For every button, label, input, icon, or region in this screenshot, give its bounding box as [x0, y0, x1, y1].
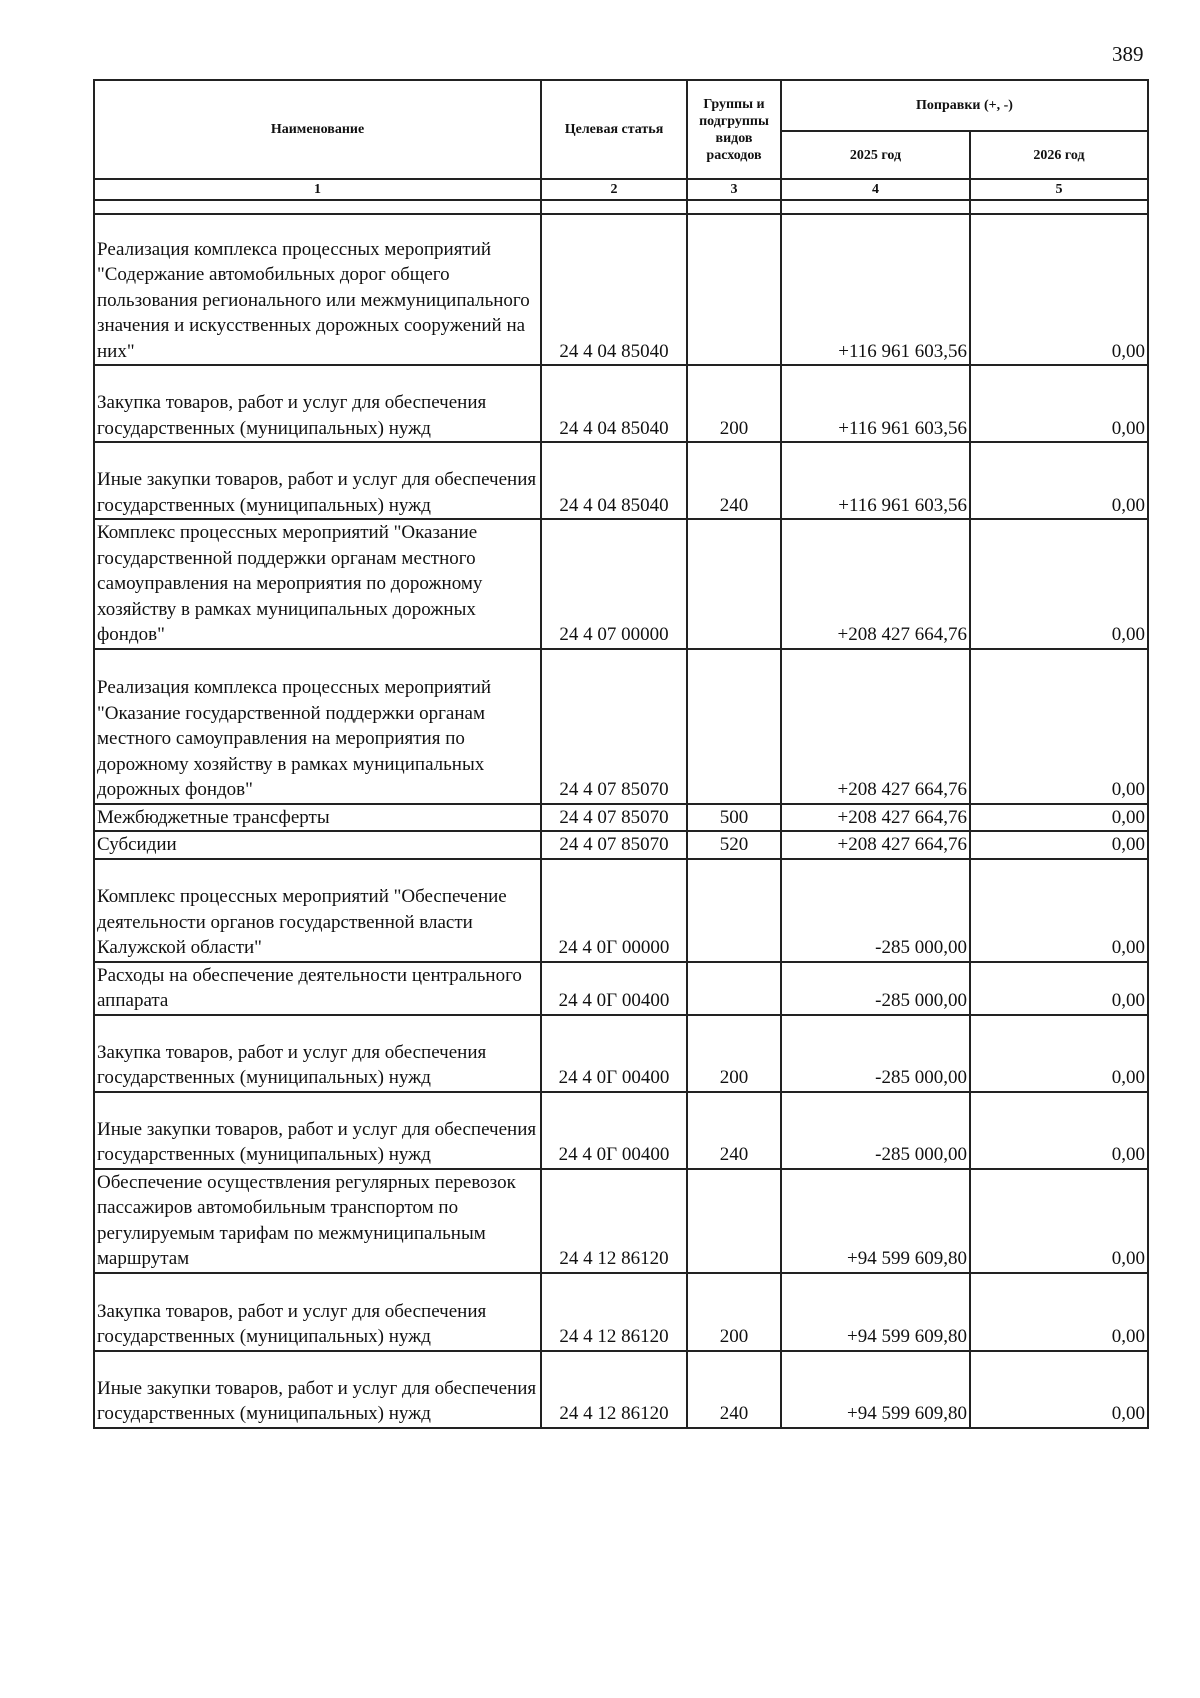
row-target-article: 24 4 07 00000 [541, 519, 687, 649]
row-amount-2025: +208 427 664,76 [781, 831, 970, 859]
row-target-article: 24 4 04 85040 [541, 214, 687, 365]
row-name: Обеспечение осуществления регулярных перевозок пассажиров автомобильным транспортом по регулируемым тарифам по межмуниципальным маршрутам [94, 1169, 541, 1273]
row-name: Комплекс процессных мероприятий "Оказание государственной поддержки органам местного самоуправления на мероприятия по дорожному хозяйству в рамках муниципальных дорожных фондов" [94, 519, 541, 649]
table-row [94, 1169, 1148, 1273]
table-header [94, 80, 1148, 214]
column-number: 5 [970, 179, 1148, 200]
table-row [94, 962, 1148, 1015]
row-amount-2026: 0,00 [970, 365, 1148, 442]
row-name: Закупка товаров, работ и услуг для обеспечения государственных (муниципальных) нужд [94, 365, 541, 442]
row-expense-group: 200 [687, 365, 781, 442]
row-amount-2026: 0,00 [970, 1273, 1148, 1351]
row-amount-2026: 0,00 [970, 1169, 1148, 1273]
row-amount-2025: -285 000,00 [781, 962, 970, 1015]
table-row [94, 214, 1148, 365]
row-amount-2026: 0,00 [970, 442, 1148, 519]
row-target-article: 24 4 07 85070 [541, 804, 687, 832]
table-body [94, 214, 1148, 1428]
row-name: Иные закупки товаров, работ и услуг для обеспечения государственных (муниципальных) нужд [94, 442, 541, 519]
row-name: Реализация комплекса процессных мероприятий "Оказание государственной поддержки органам местного самоуправления на мероприятия по дорожному хозяйству в рамках муниципальных дорожных фондов" [94, 649, 541, 804]
row-name: Закупка товаров, работ и услуг для обеспечения государственных (муниципальных) нужд [94, 1273, 541, 1351]
row-amount-2025: +208 427 664,76 [781, 649, 970, 804]
table-row [94, 649, 1148, 804]
header-spacer-row [94, 200, 1148, 214]
row-expense-group: 520 [687, 831, 781, 859]
row-amount-2026: 0,00 [970, 1015, 1148, 1092]
row-target-article: 24 4 12 86120 [541, 1169, 687, 1273]
column-number: 1 [94, 179, 541, 200]
row-amount-2026: 0,00 [970, 962, 1148, 1015]
table-row [94, 519, 1148, 649]
row-amount-2025: +94 599 609,80 [781, 1351, 970, 1428]
header-year-2026: 2026 год [970, 131, 1148, 179]
table-row [94, 804, 1148, 832]
table-row [94, 859, 1148, 962]
row-amount-2026: 0,00 [970, 1351, 1148, 1428]
table-row [94, 1015, 1148, 1092]
row-expense-group [687, 1169, 781, 1273]
table-row [94, 1092, 1148, 1169]
row-amount-2025: -285 000,00 [781, 859, 970, 962]
row-amount-2026: 0,00 [970, 519, 1148, 649]
table-row [94, 365, 1148, 442]
table-row [94, 831, 1148, 859]
row-expense-group [687, 859, 781, 962]
row-amount-2025: +116 961 603,56 [781, 365, 970, 442]
row-target-article: 24 4 0Г 00400 [541, 1015, 687, 1092]
header-target-article: Целевая статья [541, 80, 687, 179]
row-expense-group [687, 519, 781, 649]
row-amount-2025: +116 961 603,56 [781, 442, 970, 519]
row-expense-group: 500 [687, 804, 781, 832]
row-amount-2026: 0,00 [970, 649, 1148, 804]
row-amount-2025: -285 000,00 [781, 1015, 970, 1092]
header-year-2025: 2025 год [781, 131, 970, 179]
row-amount-2025: +116 961 603,56 [781, 214, 970, 365]
row-target-article: 24 4 12 86120 [541, 1351, 687, 1428]
row-name: Закупка товаров, работ и услуг для обеспечения государственных (муниципальных) нужд [94, 1015, 541, 1092]
row-amount-2025: +208 427 664,76 [781, 804, 970, 832]
row-target-article: 24 4 04 85040 [541, 365, 687, 442]
row-expense-group: 240 [687, 442, 781, 519]
header-name: Наименование [94, 80, 541, 179]
row-amount-2025: +94 599 609,80 [781, 1169, 970, 1273]
column-number: 3 [687, 179, 781, 200]
header-expense-groups: Группы и подгруппы видов расходов [687, 80, 781, 179]
row-amount-2026: 0,00 [970, 859, 1148, 962]
row-target-article: 24 4 0Г 00400 [541, 1092, 687, 1169]
header-amendments: Поправки (+, -) [781, 80, 1148, 131]
column-number-row [94, 179, 1148, 200]
row-expense-group [687, 649, 781, 804]
row-expense-group: 240 [687, 1351, 781, 1428]
page-number: 389 [1112, 42, 1144, 66]
row-target-article: 24 4 07 85070 [541, 649, 687, 804]
row-target-article: 24 4 0Г 00000 [541, 859, 687, 962]
row-amount-2026: 0,00 [970, 1092, 1148, 1169]
table-row [94, 1273, 1148, 1351]
row-name: Иные закупки товаров, работ и услуг для обеспечения государственных (муниципальных) нужд [94, 1351, 541, 1428]
row-expense-group: 200 [687, 1015, 781, 1092]
row-amount-2025: +208 427 664,76 [781, 519, 970, 649]
row-target-article: 24 4 04 85040 [541, 442, 687, 519]
budget-amendments-table [93, 79, 1149, 1429]
column-number: 4 [781, 179, 970, 200]
row-name: Реализация комплекса процессных мероприятий "Содержание автомобильных дорог общего пользования регионального или межмуниципального значения и искусственных дорожных сооружений на них" [94, 214, 541, 365]
row-expense-group [687, 962, 781, 1015]
row-expense-group: 240 [687, 1092, 781, 1169]
row-expense-group: 200 [687, 1273, 781, 1351]
table-row [94, 442, 1148, 519]
row-amount-2025: -285 000,00 [781, 1092, 970, 1169]
row-amount-2026: 0,00 [970, 831, 1148, 859]
row-target-article: 24 4 0Г 00400 [541, 962, 687, 1015]
row-name: Межбюджетные трансферты [94, 804, 541, 832]
column-number: 2 [541, 179, 687, 200]
row-target-article: 24 4 07 85070 [541, 831, 687, 859]
row-expense-group [687, 214, 781, 365]
row-amount-2026: 0,00 [970, 804, 1148, 832]
row-name: Субсидии [94, 831, 541, 859]
row-target-article: 24 4 12 86120 [541, 1273, 687, 1351]
row-amount-2026: 0,00 [970, 214, 1148, 365]
row-name: Иные закупки товаров, работ и услуг для обеспечения государственных (муниципальных) нужд [94, 1092, 541, 1169]
table-row [94, 1351, 1148, 1428]
row-amount-2025: +94 599 609,80 [781, 1273, 970, 1351]
row-name: Расходы на обеспечение деятельности центрального аппарата [94, 962, 541, 1015]
row-name: Комплекс процессных мероприятий "Обеспечение деятельности органов государственной власти Калужской области" [94, 859, 541, 962]
